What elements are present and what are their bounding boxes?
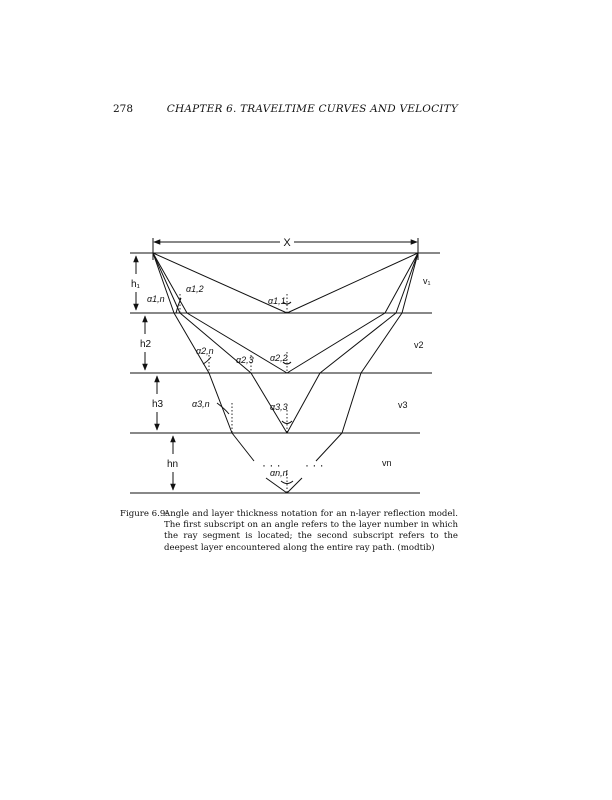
- alpha-n-n: αn,n: [270, 468, 288, 478]
- label-v1: v₁: [423, 276, 431, 286]
- label-h3: h3: [152, 399, 164, 410]
- ellipsis-right: · · ·: [305, 458, 324, 472]
- label-h2: h2: [140, 339, 152, 350]
- ellipsis-left: · · ·: [262, 458, 281, 472]
- angle-arcs: [176, 298, 293, 484]
- ray-path-n-bottom: [266, 478, 302, 493]
- interfaces: [130, 253, 440, 493]
- caption-label: Figure 6.9:: [120, 509, 169, 519]
- alpha-3-3: α3,3: [270, 402, 288, 412]
- label-v2: v2: [414, 340, 424, 350]
- alpha-1-n: α1,n: [147, 294, 165, 304]
- offset-label: X: [283, 237, 291, 249]
- alpha-2-3: α2,3: [236, 355, 254, 365]
- caption-text: Angle and layer thickness notation for an n-layer reflection model. The first subscript on an angle refers to the layer number in which the ray segment is located; the second subscript refers to the deepest layer encountered along the entire ray path. (modtib): [164, 509, 458, 553]
- alpha-1-1: α1,1: [268, 296, 286, 306]
- label-hn: hn: [167, 459, 179, 470]
- label-v3: v3: [398, 400, 408, 410]
- thickness-labels: [131, 279, 178, 470]
- alpha-2-2: α2,2: [270, 353, 288, 363]
- offset-dimension: [153, 237, 418, 260]
- alpha-1-2: α1,2: [186, 284, 204, 294]
- running-head: CHAPTER 6. TRAVELTIME CURVES AND VELOCITY: [166, 103, 458, 115]
- figure-caption: [120, 509, 458, 554]
- alpha-3-n: α3,n: [192, 399, 210, 409]
- alpha-2-n: α2,n: [196, 346, 214, 356]
- label-vn: vn: [382, 458, 392, 468]
- page-number: 278: [113, 103, 134, 115]
- label-h1: h₁: [131, 279, 140, 290]
- ray-path-n-right: [316, 253, 418, 461]
